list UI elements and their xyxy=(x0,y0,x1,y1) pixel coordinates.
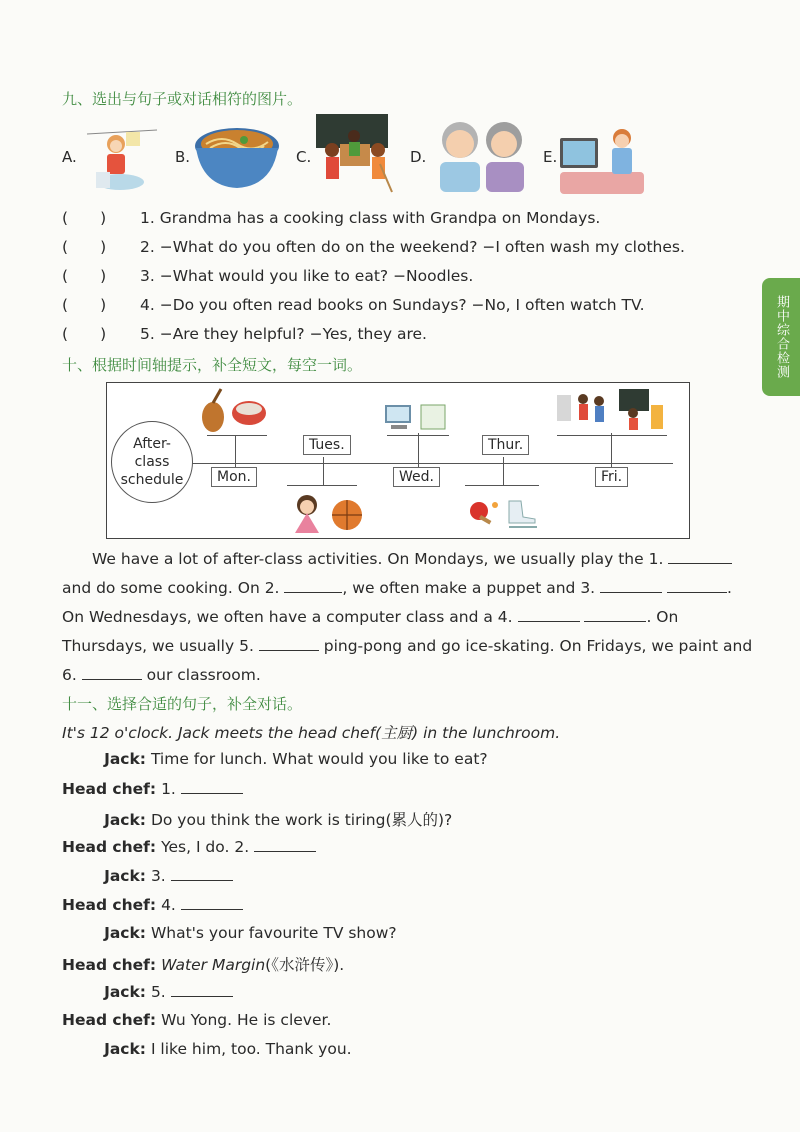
dialogue-line-6: Head chef: 4. xyxy=(62,895,243,914)
dialogue-blank-5[interactable] xyxy=(171,982,233,997)
painting-classroom-picture xyxy=(553,387,669,433)
timeline-day-thur: Thur. xyxy=(482,435,529,455)
dialogue-blank-4[interactable] xyxy=(181,895,243,910)
section11-title: 十一、选择合适的句子，补全对话。 xyxy=(62,695,303,713)
dialogue-line-7: Jack: What's your favourite TV show? xyxy=(104,924,397,942)
s9-item-1: ( ) 1. Grandma has a cooking class with Grandpa on Mondays. xyxy=(62,209,601,227)
blank-5[interactable] xyxy=(259,636,319,651)
section9-title: 九、选出与句子或对话相符的图片。 xyxy=(62,90,303,108)
timeline-center-circle: After-class schedule xyxy=(111,421,193,503)
blank-3b[interactable] xyxy=(667,578,727,593)
pingpong-and-skates-picture xyxy=(465,491,545,531)
answer-paren-2[interactable]: ( ) xyxy=(62,238,107,256)
s9-item-5: ( ) 5. −Are they helpful? −Yes, they are. xyxy=(62,325,427,343)
dialogue-line-5: Jack: 3. xyxy=(62,866,233,885)
blank-4a[interactable] xyxy=(518,607,580,622)
timeline-day-wed: Wed. xyxy=(393,467,440,487)
watching-tv-picture xyxy=(560,122,644,196)
answer-paren-3[interactable]: ( ) xyxy=(62,267,107,285)
computer-class-picture xyxy=(383,403,453,433)
grandparents-picture xyxy=(430,116,530,194)
answer-paren-1[interactable]: ( ) xyxy=(62,209,107,227)
dialogue-intro: It's 12 o'clock. Jack meets the head chef(主厨) in the lunchroom. xyxy=(62,724,561,742)
answer-paren-4[interactable]: ( ) xyxy=(62,296,107,314)
pipa-and-cooking-picture xyxy=(193,387,273,435)
dialogue-line-8: Head chef: Water Margin(《水浒传》). xyxy=(62,956,345,974)
blank-1[interactable] xyxy=(668,549,732,564)
blank-2[interactable] xyxy=(284,578,342,593)
s9-item-4: ( ) 4. −Do you often read books on Sundays? −No, I often watch TV. xyxy=(62,296,645,314)
blank-3a[interactable] xyxy=(600,578,662,593)
dialogue-blank-3[interactable] xyxy=(171,866,233,881)
dialogue-line-2: Head chef: 1. xyxy=(62,779,243,798)
dialogue-blank-1[interactable] xyxy=(181,779,243,794)
option-a-label: A. xyxy=(62,148,77,166)
timeline-day-fri: Fri. xyxy=(595,467,628,487)
section10-title: 十、根据时间轴提示，补全短文，每空一词。 xyxy=(62,356,363,374)
option-e-label: E. xyxy=(543,148,558,166)
doll-and-basketball-picture xyxy=(283,491,373,535)
dialogue-line-10: Head chef: Wu Yong. He is clever. xyxy=(62,1011,332,1029)
dialogue-line-4: Head chef: Yes, I do. 2. xyxy=(62,837,316,856)
blank-6[interactable] xyxy=(82,665,142,680)
timeline-box xyxy=(106,382,690,539)
option-d-label: D. xyxy=(410,148,427,166)
dialogue-line-11: Jack: I like him, too. Thank you. xyxy=(104,1040,352,1058)
side-tab: 期中综合检测 xyxy=(762,278,800,396)
dialogue-blank-2[interactable] xyxy=(254,837,316,852)
option-b-label: B. xyxy=(175,148,191,166)
helpful-students-picture xyxy=(316,114,396,196)
section10-passage: We have a lot of after-class activities. On Mondays, we usually play the 1. and do some cooking. On 2. , we often make a puppet and 3. . On Wednesdays, we often have a computer class and a 4. . On Thursdays, we usually 5. ping-pong and go ice-skating. On Fridays, we paint and 6. our classroom. xyxy=(62,550,753,684)
noodles-bowl-picture xyxy=(192,120,282,192)
timeline-day-tues: Tues. xyxy=(303,435,351,455)
answer-paren-5[interactable]: ( ) xyxy=(62,325,107,343)
s9-item-2: ( ) 2. −What do you often do on the weekend? −I often wash my clothes. xyxy=(62,238,685,256)
dialogue-line-1: Jack: Time for lunch. What would you like to eat? xyxy=(104,750,488,768)
dialogue-line-3: Jack: Do you think the work is tiring(累人的)? xyxy=(104,811,453,829)
option-c-label: C. xyxy=(296,148,312,166)
s9-item-3: ( ) 3. −What would you like to eat? −Noodles. xyxy=(62,267,474,285)
timeline-axis xyxy=(187,463,673,464)
dialogue-line-9: Jack: 5. xyxy=(62,982,233,1001)
timeline-day-mon: Mon. xyxy=(211,467,257,487)
washing-clothes-picture xyxy=(82,122,162,194)
blank-4b[interactable] xyxy=(584,607,646,622)
